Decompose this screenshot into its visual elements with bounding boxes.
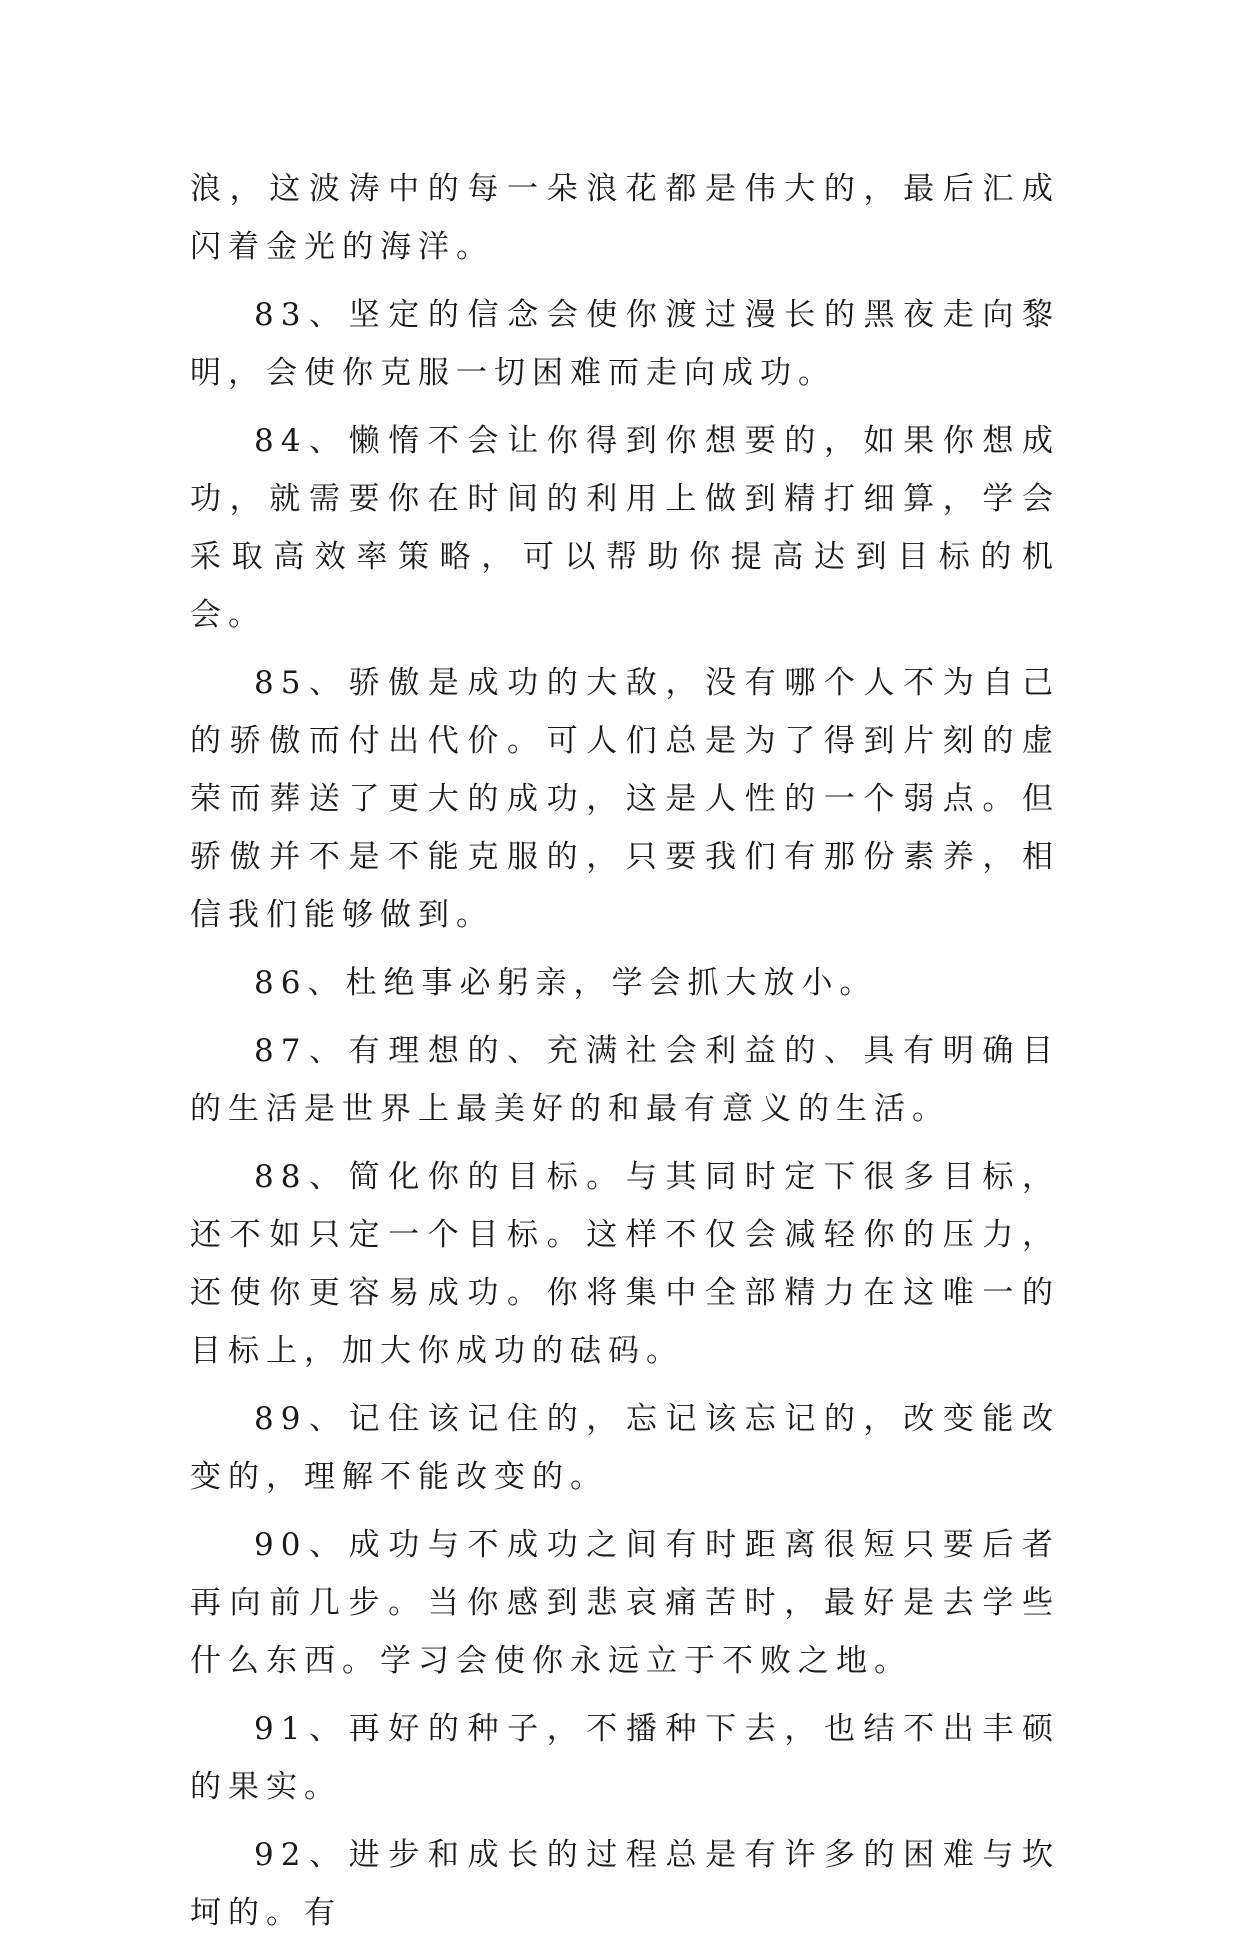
paragraph-89: 89、记住该记住的，忘记该忘记的，改变能改变的，理解不能改变的。 bbox=[190, 1401, 1060, 1495]
paragraph-92: 92、进步和成长的过程总是有许多的困难与坎坷的。有 bbox=[190, 1837, 1060, 1931]
paragraph-91: 91、再好的种子，不播种下去，也结不出丰硕的果实。 bbox=[190, 1711, 1060, 1805]
paragraph-83: 83、坚定的信念会使你渡过漫长的黑夜走向黎明，会使你克服一切困难而走向成功。 bbox=[190, 297, 1060, 391]
paragraph-86: 86、杜绝事必躬亲，学会抓大放小。 bbox=[254, 965, 878, 1001]
paragraph-85: 85、骄傲是成功的大敌，没有哪个人不为自己的骄傲而付出代价。可人们总是为了得到片刻的虚荣而葬送了更大的成功，这是人性的一个弱点。但骄傲并不是不能克服的，只要我们有那份素养，相信我们能够做到。 bbox=[190, 665, 1060, 933]
document-body bbox=[190, 160, 1060, 1952]
paragraph-90: 90、成功与不成功之间有时距离很短只要后者再向前几步。当你感到悲哀痛苦时，最好是去学些什么东西。学习会使你永远立于不败之地。 bbox=[190, 1527, 1060, 1679]
paragraph-84: 84、懒惰不会让你得到你想要的，如果你想成功，就需要你在时间的利用上做到精打细算，学会采取高效率策略，可以帮助你提高达到目标的机会。 bbox=[190, 423, 1060, 633]
paragraph-87: 87、有理想的、充满社会利益的、具有明确目的生活是世界上最美好的和最有意义的生活。 bbox=[190, 1033, 1060, 1127]
paragraph-continued: 浪，这波涛中的每一朵浪花都是伟大的，最后汇成闪着金光的海洋。 bbox=[190, 171, 1060, 265]
paragraph-88: 88、简化你的目标。与其同时定下很多目标，还不如只定一个目标。这样不仅会减轻你的压力，还使你更容易成功。你将集中全部精力在这唯一的目标上，加大你成功的砝码。 bbox=[190, 1159, 1060, 1369]
